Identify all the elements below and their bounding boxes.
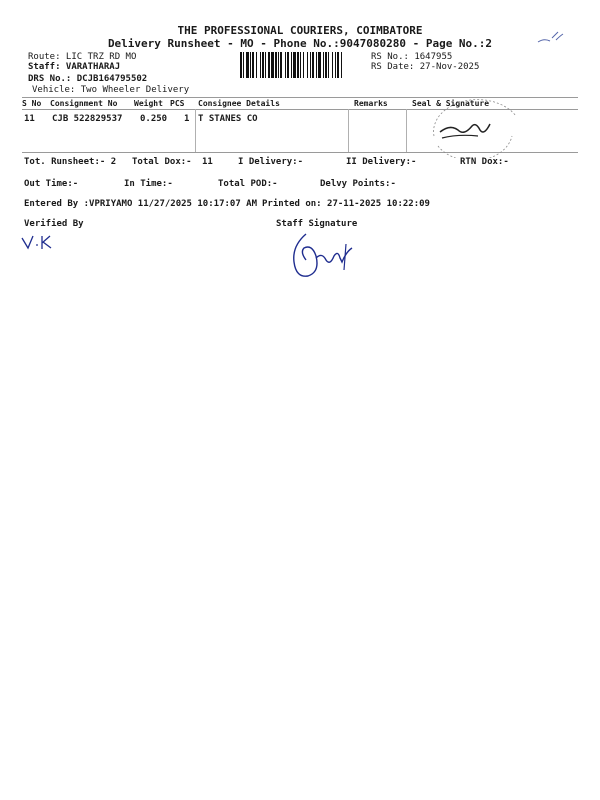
row-consignment: CJB 522829537	[52, 114, 123, 124]
row-pcs: 1	[184, 114, 190, 124]
runsheet-subtitle: Delivery Runsheet - MO - Phone No.:9047080280 - Page No.:2	[107, 37, 493, 50]
row-consignee: T STANES CO	[198, 114, 258, 124]
in-time: In Time:-	[124, 179, 173, 189]
staff-label: Staff: VARATHARAJ	[28, 62, 121, 72]
rs-date: RS Date: 27-Nov-2025	[371, 62, 480, 72]
vehicle-label: Vehicle: Two Wheeler Delivery	[32, 85, 190, 95]
total-dox-value: 11	[202, 157, 213, 167]
out-time: Out Time:-	[24, 179, 79, 189]
col-header-consignee: Consignee Details	[198, 99, 280, 108]
company-title: THE PROFESSIONAL COURIERS, COIMBATORE	[177, 24, 423, 37]
col-header-pcs: PCS	[170, 99, 185, 108]
row-sno: 11	[24, 114, 35, 124]
printed-on: Printed on: 27-11-2025 10:22:09	[262, 199, 430, 209]
total-runsheet: Tot. Runsheet:- 2	[24, 157, 117, 167]
barcode	[240, 52, 366, 78]
staff-signature	[286, 226, 366, 286]
seal-stamp	[428, 96, 520, 158]
delvy-points: Delvy Points:-	[320, 179, 396, 189]
drs-number: DRS No.: DCJB164795502	[28, 74, 148, 84]
staff-signature-label: Staff Signature	[276, 219, 358, 229]
rtn-dox: RTN Dox:-	[460, 157, 509, 167]
col-header-remarks: Remarks	[354, 99, 388, 108]
total-pod: Total POD:-	[218, 179, 278, 189]
col-header-sno: S No	[22, 99, 42, 108]
column-divider	[348, 109, 349, 152]
verified-signature	[20, 232, 60, 254]
total-dox-label: Total Dox:-	[132, 157, 192, 167]
verified-by-label: Verified By	[24, 219, 84, 229]
pen-mark	[536, 26, 566, 48]
column-divider	[195, 109, 196, 152]
i-delivery: I Delivery:-	[238, 157, 304, 167]
col-header-seal: Seal & Signature	[412, 99, 490, 108]
ii-delivery: II Delivery:-	[346, 157, 417, 167]
row-weight: 0.250	[140, 114, 168, 124]
col-header-weight: Weight	[134, 99, 163, 108]
rs-number: RS No.: 1647955	[371, 52, 453, 62]
entered-by: Entered By :VPRIYAMO 11/27/2025 10:17:07 AM	[24, 199, 257, 209]
col-header-consignment: Consignment No	[50, 99, 118, 108]
route-label: Route: LIC TRZ RD MO	[28, 52, 137, 62]
column-divider	[406, 109, 407, 152]
